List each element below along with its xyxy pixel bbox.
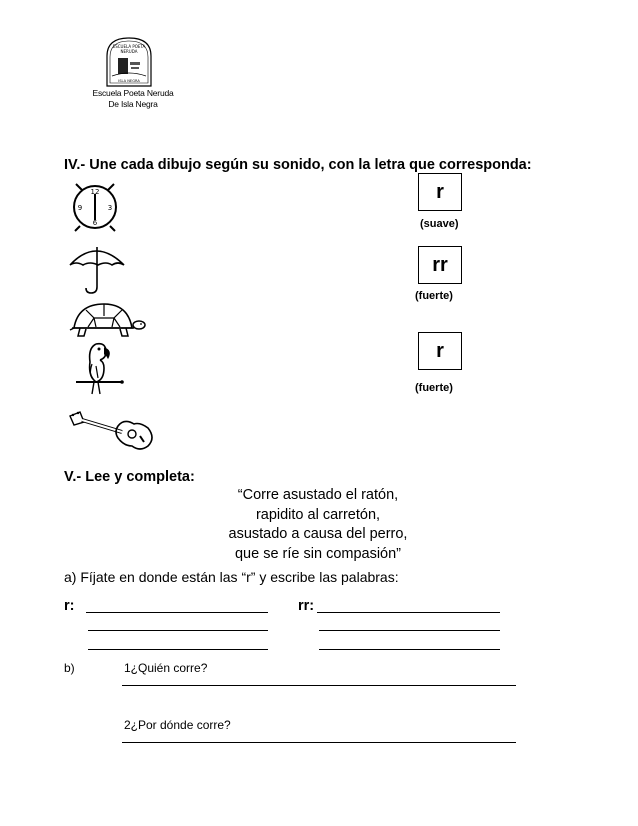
turtle-icon[interactable] [66,298,146,340]
svg-text:NERUDA: NERUDA [120,49,138,54]
question-1-answer-line[interactable] [122,685,516,686]
section-5-title: V.- Lee y completa: [64,469,195,485]
r-answer-line-2[interactable] [88,630,268,631]
r-answer-line-1[interactable] [86,612,268,613]
label-suave: (suave) [420,218,459,230]
label-fuerte-r: (fuerte) [415,382,453,394]
poem-line-3: asustado a causa del perro, [228,526,408,542]
umbrella-icon[interactable] [66,243,128,295]
rr-answer-line-1[interactable] [317,612,500,613]
svg-text:12: 12 [90,188,100,196]
svg-text:ISLA NEGRA: ISLA NEGRA [118,79,140,83]
rr-answer-line-2[interactable] [319,630,500,631]
svg-text:6: 6 [92,219,98,227]
section-4-title: IV.- Une cada dibujo según su sonido, con la letra que corresponda: [64,157,532,173]
school-name-line1: Escuela Poeta Neruda [92,88,174,98]
poem-line-2: rapidito al carretón, [255,506,381,523]
rr-answer-line-3[interactable] [319,649,500,650]
question-2-answer-line[interactable] [122,742,516,743]
guitar-icon[interactable] [66,408,156,454]
svg-text:ESCUELA POETA: ESCUELA POETA [112,44,146,49]
instruction-a: a) Fíjate en donde están las “r” y escribe las palabras: [64,569,399,585]
col-r-label: r: [64,598,75,614]
clock-icon[interactable] [66,182,128,232]
svg-text:3: 3 [107,204,113,212]
col-rr-label: rr: [298,598,315,614]
poem-line-1: “Corre asustado el ratón, [237,487,399,503]
r-answer-line-3[interactable] [88,649,268,650]
school-logo [104,36,154,88]
parrot-icon[interactable] [66,336,128,398]
label-fuerte-rr: (fuerte) [415,290,453,302]
letter-box-rr-fuerte[interactable]: rr [418,246,462,284]
school-name-line2: De Isla Negra [108,99,158,109]
question-1: 1¿Quién corre? [124,661,208,675]
letter-box-r-fuerte[interactable]: r [418,332,462,370]
poem [180,486,456,564]
letter-box-r-suave[interactable]: r [418,173,462,211]
svg-text:9: 9 [77,204,83,212]
question-2: 2¿Por dónde corre? [124,718,231,732]
b-label: b) [64,661,75,675]
poem-line-4: que se ríe sin compasión” [234,545,402,562]
